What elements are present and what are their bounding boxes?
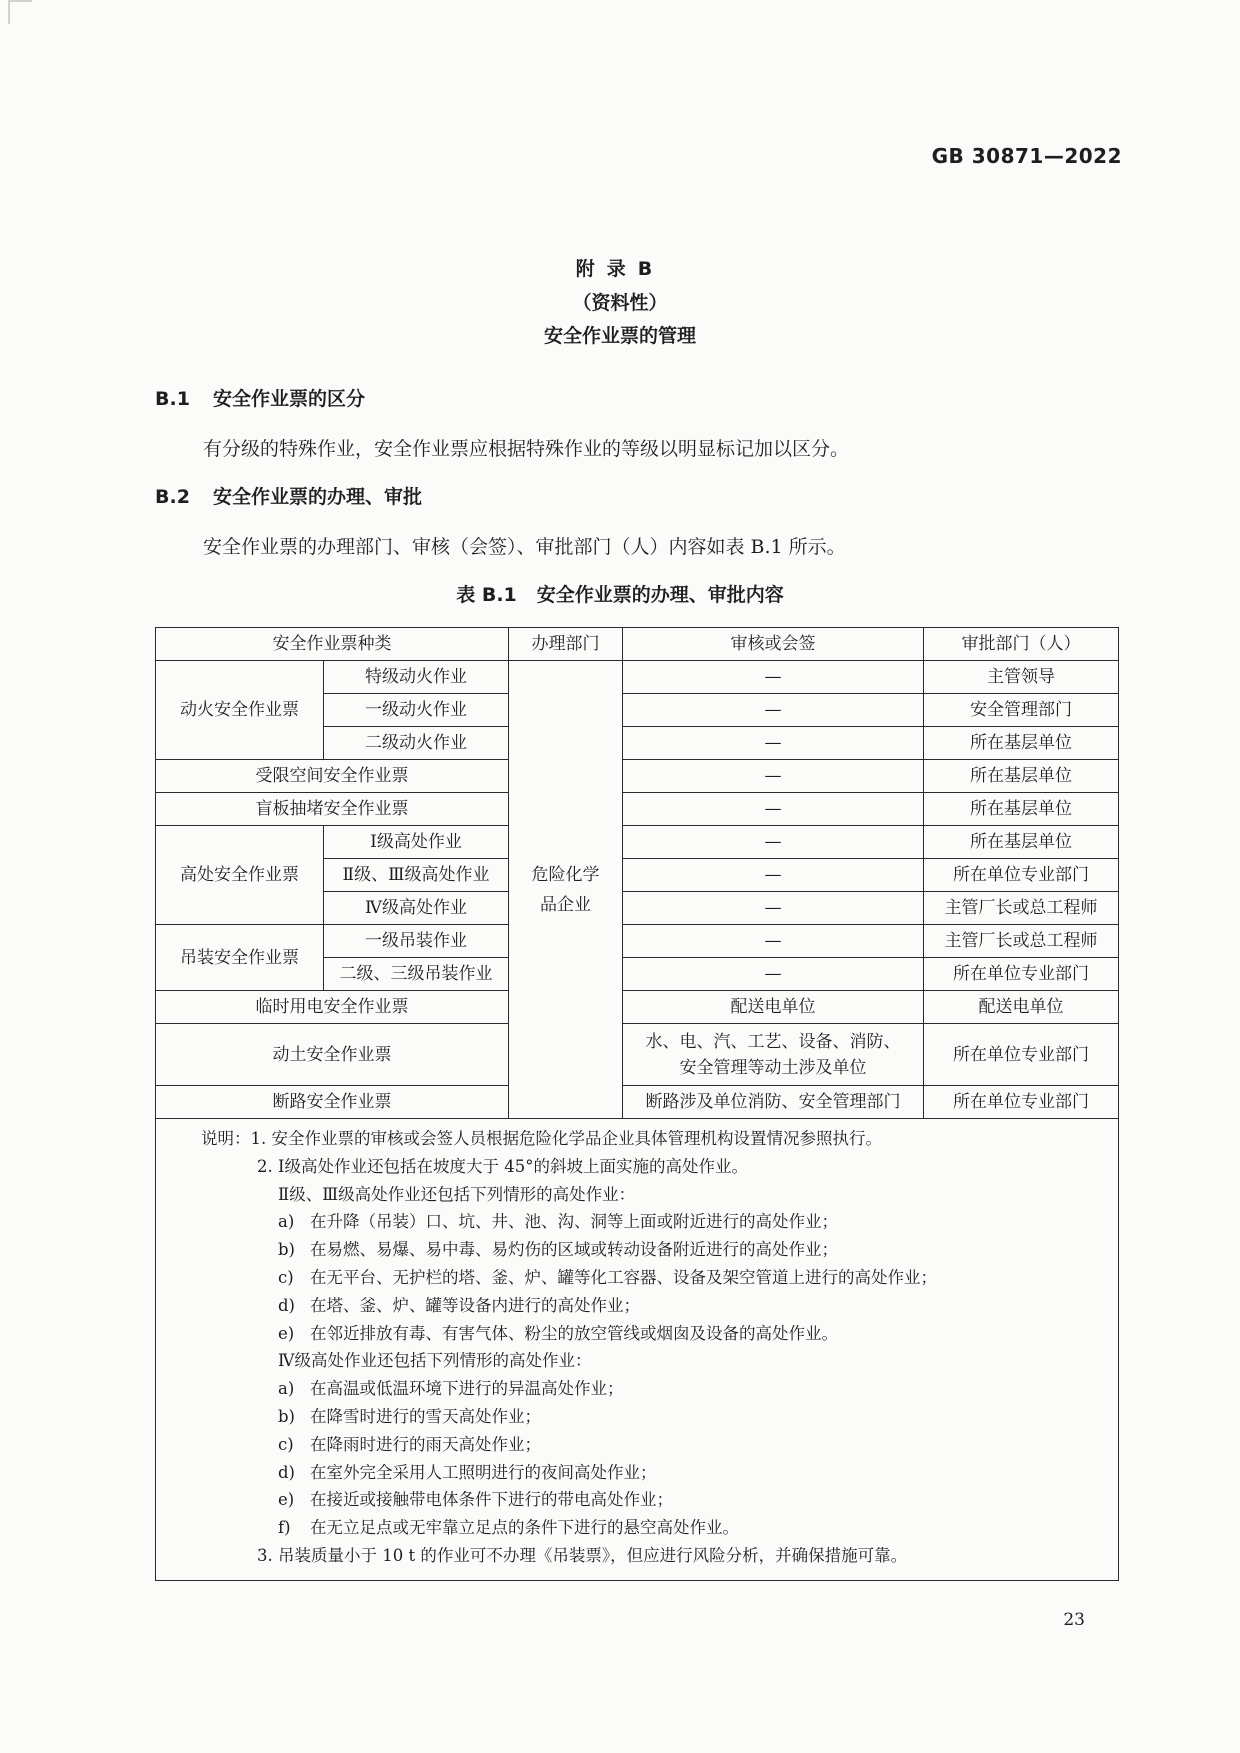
approve-cell: 所在基层单位 — [924, 727, 1119, 760]
list-marker: d) — [278, 1295, 295, 1315]
review-cell: — — [623, 793, 924, 826]
type-cell: 盲板抽堵安全作业票 — [156, 793, 509, 826]
subtype-cell: Ⅰ级高处作业 — [324, 826, 509, 859]
subtype-cell: Ⅱ级、Ⅲ级高处作业 — [324, 859, 509, 892]
list-marker: b) — [278, 1240, 295, 1260]
review-cell: — — [623, 727, 924, 760]
section-title: 安全作业票的办理、审批 — [213, 486, 423, 508]
type-cell: 断路安全作业票 — [156, 1086, 509, 1119]
list-item — [156, 1208, 1118, 1236]
section-title: 安全作业票的区分 — [213, 388, 366, 410]
approve-cell: 主管厂长或总工程师 — [924, 925, 1119, 958]
list-text: 在邻近排放有毒、有害气体、粉尘的放空管线或烟囱及设备的高处作业。 — [310, 1323, 838, 1343]
approve-cell: 主管厂长或总工程师 — [924, 892, 1119, 925]
group-cell-fire: 动火安全作业票 — [156, 661, 324, 760]
review-cell: 配送电单位 — [623, 991, 924, 1024]
list-marker: e) — [278, 1490, 295, 1510]
note-1-text: 1. 安全作业票的审核或会签人员根据危险化学品企业具体管理机构设置情况参照执行。 — [250, 1129, 882, 1148]
approve-cell: 主管领导 — [924, 661, 1119, 694]
list-item — [156, 1320, 1118, 1348]
list-text: 在升降（吊装）口、坑、井、池、沟、洞等上面或附近进行的高处作业； — [310, 1212, 838, 1232]
type-cell: 临时用电安全作业票 — [156, 991, 509, 1024]
list-item — [156, 1486, 1118, 1514]
list-text: 在无平台、无护栏的塔、釜、炉、罐等化工容器、设备及架空管道上进行的高处作业； — [310, 1267, 937, 1287]
standard-number: GB 30871—2022 — [931, 144, 1122, 168]
section-body-b2: 安全作业票的办理部门、审核（会签）、审批部门（人）内容如表 B.1 所示。 — [203, 536, 846, 558]
list-marker: a) — [278, 1212, 295, 1232]
list-text: 在塔、釜、炉、罐等设备内进行的高处作业； — [310, 1295, 640, 1315]
type-cell: 受限空间安全作业票 — [156, 760, 509, 793]
section-heading-b2 — [155, 482, 422, 509]
section-number: B.1 — [155, 388, 190, 410]
list-item — [156, 1459, 1118, 1487]
list-text: 在无立足点或无牢靠立足点的条件下进行的悬空高处作业。 — [310, 1518, 739, 1538]
table-row — [156, 991, 1119, 1024]
section-number: B.2 — [155, 486, 190, 508]
review-line: 水、电、汽、工艺、设备、消防、 — [645, 1031, 901, 1052]
table-header-row — [156, 628, 1119, 661]
note-1 — [156, 1125, 1118, 1153]
list-marker: b) — [278, 1406, 295, 1426]
appendix-subtitle: （资料性） — [572, 292, 668, 314]
handling-dept-text: 危险化学品企业 — [531, 864, 600, 915]
table-row — [156, 793, 1119, 826]
header-cell: 审批部门（人） — [924, 628, 1119, 661]
list-text: 在降雨时进行的雨天高处作业； — [310, 1434, 541, 1454]
subtype-cell: 特级动火作业 — [324, 661, 509, 694]
table-row — [156, 760, 1119, 793]
table-caption-title: 安全作业票的办理、审批内容 — [536, 584, 784, 606]
list-marker: e) — [278, 1323, 295, 1343]
table-row — [156, 1024, 1119, 1086]
list-item — [156, 1264, 1118, 1292]
approve-cell: 所在基层单位 — [924, 760, 1119, 793]
approve-cell: 所在基层单位 — [924, 793, 1119, 826]
approve-cell: 所在单位专业部门 — [924, 1024, 1119, 1086]
section-heading-b1 — [155, 384, 365, 411]
list-text: 在易燃、易爆、易中毒、易灼伤的区域或转动设备附近进行的高处作业； — [310, 1240, 838, 1260]
list-text: 在高温或低温环境下进行的异温高处作业； — [310, 1379, 624, 1399]
review-cell: — — [623, 826, 924, 859]
review-cell: — — [623, 859, 924, 892]
notes-cell — [156, 1119, 1119, 1581]
approve-cell: 配送电单位 — [924, 991, 1119, 1024]
review-cell: — — [623, 661, 924, 694]
page-number: 23 — [1063, 1610, 1085, 1630]
approve-cell: 所在基层单位 — [924, 826, 1119, 859]
section-body-b1: 有分级的特殊作业，安全作业票应根据特殊作业的等级以明显标记加以区分。 — [203, 438, 850, 460]
header-cell: 安全作业票种类 — [156, 628, 509, 661]
note-3: 3. 吊装质量小于 10 t 的作业可不办理《吊装票》，但应进行风险分析，并确保措施可靠。 — [257, 1545, 908, 1565]
list-marker: f) — [278, 1518, 291, 1538]
list-item — [156, 1403, 1118, 1431]
note-2-sub1: Ⅱ级、Ⅲ级高处作业还包括下列情形的高处作业： — [278, 1184, 636, 1204]
review-cell: — — [623, 925, 924, 958]
table-row — [156, 661, 1119, 694]
note-2: 2. Ⅰ级高处作业还包括在坡度大于 45°的斜坡上面实施的高处作业。 — [257, 1156, 748, 1176]
table-row — [156, 925, 1119, 958]
review-cell: — — [623, 958, 924, 991]
list-text: 在接近或接触带电体条件下进行的带电高处作业； — [310, 1490, 673, 1510]
header-cell: 审核或会签 — [623, 628, 924, 661]
appendix-title: 附录B — [575, 258, 665, 280]
review-cell: — — [623, 892, 924, 925]
approve-cell: 所在单位专业部门 — [924, 958, 1119, 991]
note-2-sub2: Ⅳ级高处作业还包括下列情形的高处作业： — [278, 1351, 592, 1371]
approve-cell: 所在单位专业部门 — [924, 1086, 1119, 1119]
handling-dept-cell — [509, 661, 623, 1119]
group-cell-height: 高处安全作业票 — [156, 826, 324, 925]
review-line: 安全管理等动土涉及单位 — [679, 1057, 867, 1078]
table-row — [156, 826, 1119, 859]
approval-table — [155, 627, 1119, 1581]
subtype-cell: 二级、三级吊装作业 — [324, 958, 509, 991]
list-item — [156, 1514, 1118, 1542]
group-cell-lifting: 吊装安全作业票 — [156, 925, 324, 991]
review-cell: — — [623, 694, 924, 727]
review-cell: 断路涉及单位消防、安全管理部门 — [623, 1086, 924, 1119]
table-row — [156, 1086, 1119, 1119]
subtype-cell: Ⅳ级高处作业 — [324, 892, 509, 925]
notes-label: 说明： — [201, 1129, 251, 1148]
approve-cell: 安全管理部门 — [924, 694, 1119, 727]
list-item — [156, 1431, 1118, 1459]
notes-row — [156, 1119, 1119, 1581]
subtype-cell: 一级动火作业 — [324, 694, 509, 727]
list-marker: a) — [278, 1379, 295, 1399]
list-marker: d) — [278, 1462, 295, 1482]
scan-corner-mark — [8, 0, 32, 24]
appendix-name: 安全作业票的管理 — [543, 325, 696, 347]
header-cell: 办理部门 — [509, 628, 623, 661]
subtype-cell: 二级动火作业 — [324, 727, 509, 760]
list-item — [156, 1375, 1118, 1403]
list-text: 在降雪时进行的雪天高处作业； — [310, 1406, 541, 1426]
type-cell: 动土安全作业票 — [156, 1024, 509, 1086]
list-text: 在室外完全采用人工照明进行的夜间高处作业； — [310, 1462, 657, 1482]
approve-cell: 所在单位专业部门 — [924, 859, 1119, 892]
subtype-cell: 一级吊装作业 — [324, 925, 509, 958]
review-cell — [623, 1024, 924, 1086]
table-caption — [0, 580, 1240, 607]
list-item — [156, 1236, 1118, 1264]
list-marker: c) — [278, 1267, 294, 1287]
review-cell: — — [623, 760, 924, 793]
list-marker: c) — [278, 1434, 294, 1454]
table-caption-number: 表 B.1 — [456, 584, 517, 606]
list-item — [156, 1292, 1118, 1320]
